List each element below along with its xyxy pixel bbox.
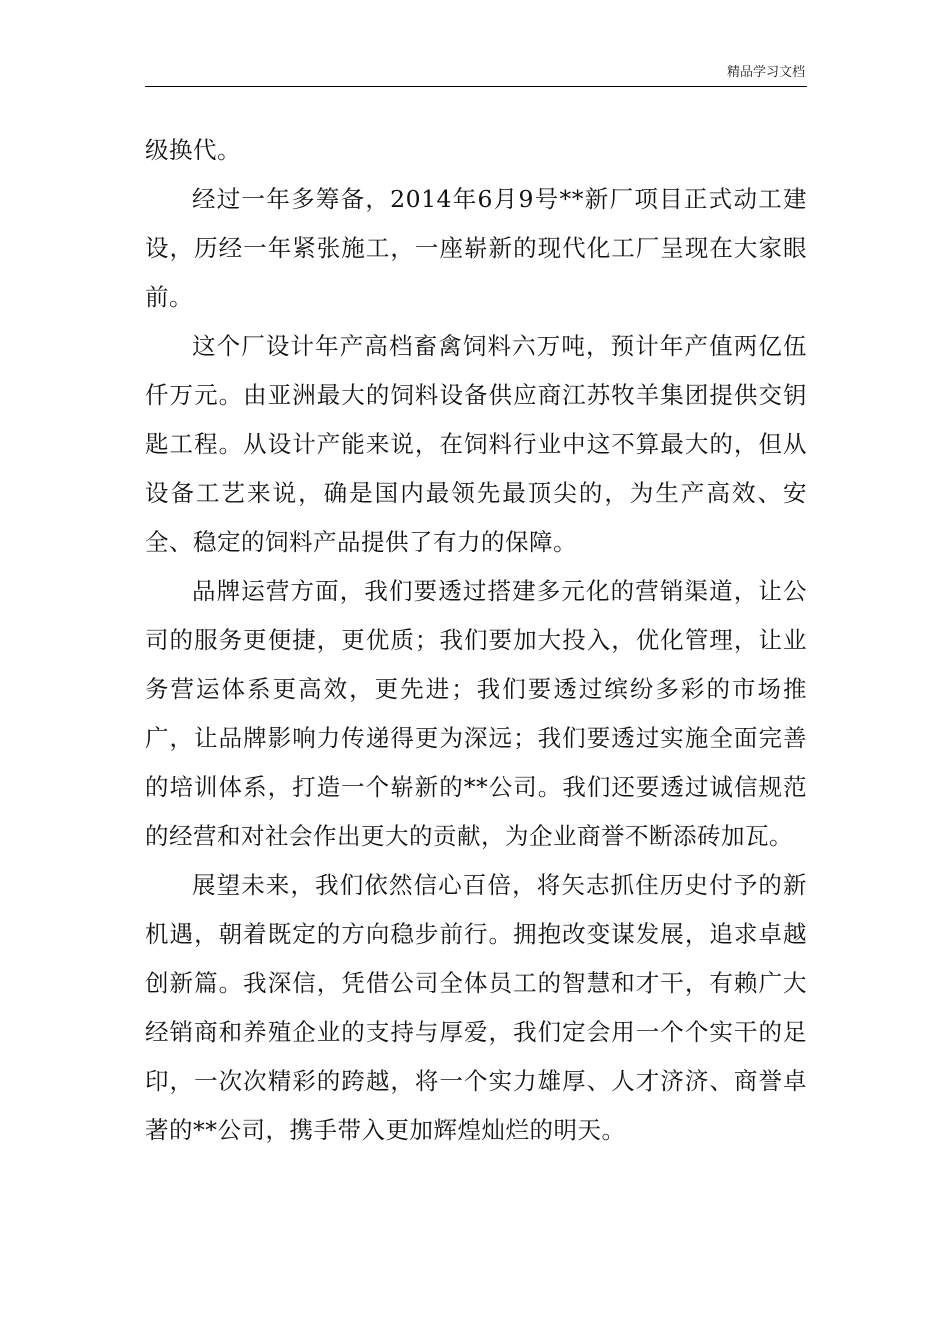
paragraph-5: 展望未来，我们依然信心百倍，将矢志抓住历史付予的新机遇，朝着既定的方向稳步前行。拥抱改变谋发展，追求卓越创新篇。我深信，凭借公司全体员工的智慧和才干，有赖广大经销商和养殖企业的支持与厚爱，我们定会用一个个实干的足印，一次次精彩的跨越，将一个实力雄厚、人才济济、商誉卓著的**公司，携手带入更加辉煌灿烂的明天。	[145, 871, 807, 1144]
paragraph-2: 经过一年多筹备，2014年6月9号**新厂项目正式动工建设，历经一年紧张施工，一座崭新的现代化工厂呈现在大家眼前。	[145, 185, 807, 311]
document-body	[145, 126, 807, 1155]
paragraph-4: 品牌运营方面，我们要透过搭建多元化的营销渠道，让公司的服务更便捷，更优质；我们要加大投入，优化管理，让业务营运体系更高效，更先进；我们要透过缤纷多彩的市场推广，让品牌影响力传递得更为深远；我们要透过实施全面完善的培训体系，打造一个崭新的**公司。我们还要透过诚信规范的经营和对社会作出更大的贡献，为企业商誉不断添砖加瓦。	[145, 577, 807, 850]
header-label: 精品学习文档	[726, 65, 805, 80]
paragraph-1: 级换代。	[145, 136, 241, 164]
paragraph-3: 这个厂设计年产高档畜禽饲料六万吨，预计年产值两亿伍仟万元。由亚洲最大的饲料设备供应商江苏牧羊集团提供交钥匙工程。从设计产能来说，在饲料行业中这不算最大的，但从设备工艺来说，确是国内最领先最顶尖的，为生产高效、安全、稳定的饲料产品提供了有力的保障。	[145, 332, 807, 556]
page-header	[145, 64, 807, 87]
